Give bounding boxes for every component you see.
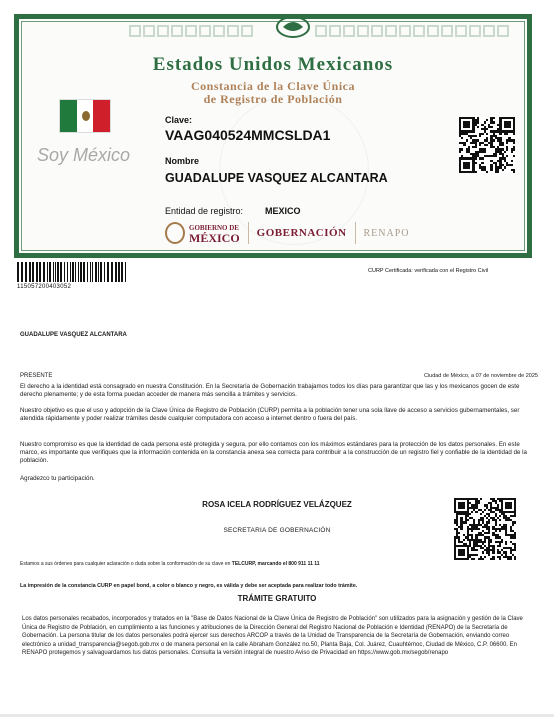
qr-code-icon: [454, 498, 516, 560]
letter-date: Ciudad de México, a 07 de noviembre de 2025: [423, 373, 538, 379]
mexico-flag-icon: [59, 99, 111, 133]
card-subtitle-line1: Constancia de la Clave Única: [191, 79, 355, 93]
gobierno-de-mexico-logo: [165, 222, 240, 244]
fretwork-decoration-right: [315, 25, 511, 43]
presente-label: PRESENTE: [20, 373, 53, 379]
logo-divider: [248, 222, 249, 244]
paragraph-3: Nuestro compromiso es que la identidad de cada persona esté protegida y segura, por ello contamos con los máximos estándares para la protección de los datos personales. En este marco, es importante que verifiques que la información contenida en la constancia anexa sea correcta para contribuir a la construcción de un registro fiel y confiable de la identidad de la población.: [20, 441, 527, 465]
renapo-logo: RENAPO: [363, 227, 410, 239]
entidad-value: MEXICO: [265, 206, 301, 216]
card-title: Estados Unidos Mexicanos: [152, 54, 394, 75]
card-subtitle-line2: de Registro de Población: [203, 92, 343, 106]
recipient-name: GUADALUPE VASQUEZ ALCANTARA: [20, 332, 127, 338]
paragraph-1: El derecho a la identidad está consagrado en nuestra Constitución. En la Secretaría de Gobernación trabajamos todos los días para garantizar que las y los mexicanos gocen de este derecho plenamente; y de esta forma puedan acceder de manera más sencilla a trámites y servicios.: [20, 383, 520, 399]
aclaracion-text: [20, 561, 320, 567]
privacy-notice: Los datos personales recabados, incorporados y tratados en la "Base de Datos Nacional de la Clave Única de Registro de Población" son utilizados para la asignación y gestión de la Clave Única de Registro de Población, en cumplimiento a las funciones y atribuciones de la Dirección General del Registro Nacional de Población e Identidad (RENAPO) de la Secretaría de Gobernación. La persona titular de los datos personales podrá ejercer sus derechos ARCOP a través de la Unidad de Transparencia de la Secretaría de Gobernación, enviando correo electrónico a unidad_transparencia@segob.gob.mx o de manera personal en la calle Abraham González no.50, Planta Baja, Col. Juárez, Cuauhtémoc, Ciudad de México, C.P. 06600. En RENAPO protegemos y salvaguardamos tus datos personales. Consulta la versión integral de nuestro Aviso de Privacidad en https://www.gob.mx/segob/renapo: [22, 616, 523, 656]
government-logos: [165, 222, 410, 244]
paragraph-2: Nuestro objetivo es que el uso y adopción de la Clave Única de Registro de Población (CURP) permita a la población tener una sola llave de acceso a servicios gubernamentales, ser atendida rápidamente y poder realizar trámites desde cualquier computadora con acceso a internet dentro o fuera del país.: [20, 407, 520, 423]
telcurp-phone: TELCURP, marcando el 800 911 11 11: [231, 561, 320, 567]
nombre-label: Nombre: [165, 156, 200, 166]
certificada-note: CURP Certificada: verificada con el Registro Civil: [368, 268, 489, 274]
impresion-note: La impresión de la constancia CURP en papel bond, a color o blanco y negro, es válida y debe ser aceptada para realizar todo trámite.: [20, 583, 358, 589]
eagle-crest-icon: [273, 15, 313, 39]
barcode-icon: [17, 262, 129, 282]
entidad-label: Entidad de registro:: [165, 206, 244, 216]
signer-position: SECRETARIA DE GOBERNACIÓN: [223, 527, 331, 534]
qr-code-icon: [459, 117, 515, 173]
curp-card: [14, 14, 532, 258]
agradezco-text: Agradezco tu participación.: [20, 475, 95, 482]
eagle-seal-icon: [165, 222, 185, 244]
gob-logo-line2: MÉXICO: [189, 231, 240, 245]
nombre-value: GUADALUPE VASQUEZ ALCANTARA: [165, 171, 388, 185]
gob-logo-line1: GOBIERNO DE: [189, 224, 239, 232]
aclaracion-prefix: Estamos a sus órdenes para cualquier aclaración o duda sobre la conformación de su clave en: [20, 561, 232, 567]
barcode-number: 115057200403052: [17, 284, 72, 290]
clave-value: VAAG040524MMCSLDA1: [165, 127, 331, 143]
gobernacion-logo: GOBERNACIÓN: [256, 227, 347, 239]
soy-mexico-slogan: Soy México: [37, 145, 131, 165]
tramite-gratuito: TRÁMITE GRATUITO: [237, 594, 317, 603]
fretwork-decoration-left: [129, 25, 255, 43]
signer-name: ROSA ICELA RODRÍGUEZ VELÁZQUEZ: [202, 500, 352, 509]
clave-label: Clave:: [165, 115, 193, 125]
logo-divider: [355, 222, 356, 244]
